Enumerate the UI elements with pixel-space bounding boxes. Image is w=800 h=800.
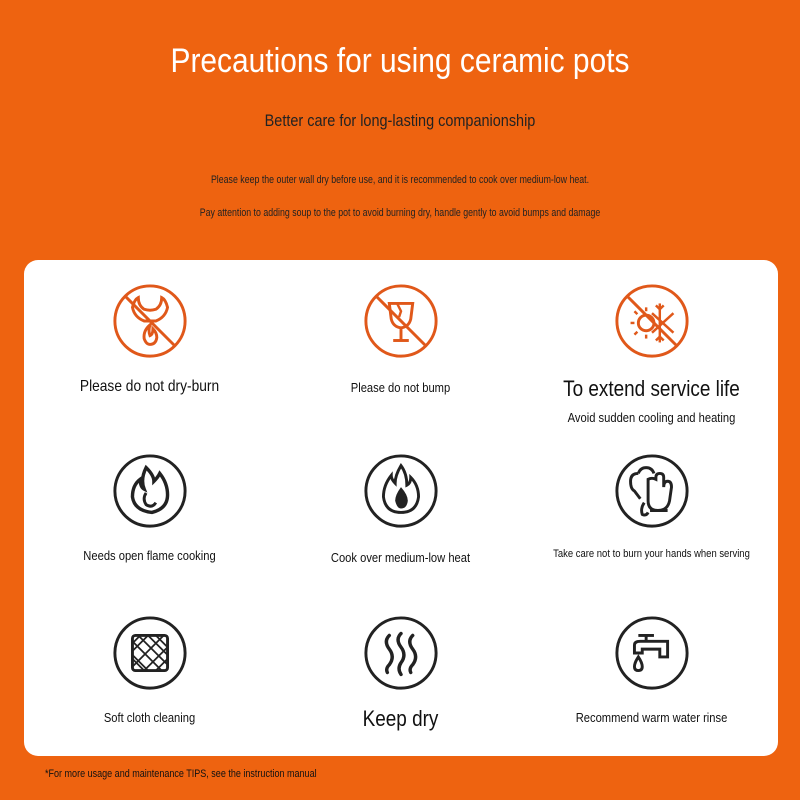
no-bump-icon (362, 282, 440, 360)
page-subtitle: Better care for long-lasting companionship (264, 111, 536, 130)
precaution-label: Cook over medium-low heat (330, 550, 471, 565)
usage-note-1: Please keep the outer wall dry before use, and it is recommended to cook over medium-low heat. (210, 174, 590, 186)
open-flame-icon (111, 452, 189, 530)
precaution-label: Keep dry (362, 706, 439, 731)
precaution-sublabel: Avoid sudden cooling and heating (567, 410, 736, 425)
header (0, 0, 800, 250)
page-title: Precautions for using ceramic pots (170, 42, 630, 80)
precaution-item-soft-cloth (24, 592, 275, 742)
precaution-item-warm-water (526, 592, 777, 742)
precaution-label: Take care not to burn your hands when serving (553, 548, 750, 560)
precaution-item-open-flame (24, 430, 275, 580)
precaution-item-dry-burn (24, 260, 275, 420)
precaution-label: Needs open flame cooking (83, 548, 216, 563)
precaution-label: Please do not dry-burn (79, 378, 220, 395)
keep-dry-icon (362, 614, 440, 692)
no-dry-burn-icon (111, 282, 189, 360)
precaution-label: Recommend warm water rinse (575, 710, 728, 725)
precaution-item-hand-protection (526, 430, 777, 580)
precaution-label: Please do not bump (350, 380, 451, 395)
precautions-card (24, 260, 778, 756)
precaution-label: To extend service life (563, 376, 740, 401)
oven-mitt-icon (613, 452, 691, 530)
no-sudden-temperature-change-icon (613, 282, 691, 360)
precaution-item-bump (275, 260, 526, 420)
medium-low-heat-icon (362, 452, 440, 530)
precaution-item-keep-dry (275, 592, 526, 742)
usage-note-2: Pay attention to adding soup to the pot to avoid burning dry, handle gently to avoid bumps and damage (199, 207, 601, 219)
footer-note: *For more usage and maintenance TIPS, see the instruction manual (45, 768, 317, 780)
soft-cloth-icon (111, 614, 189, 692)
precaution-label: Soft cloth cleaning (103, 710, 196, 725)
precaution-item-medium-low-heat (275, 430, 526, 580)
precaution-item-service-life (526, 260, 777, 430)
warm-water-faucet-icon (613, 614, 691, 692)
